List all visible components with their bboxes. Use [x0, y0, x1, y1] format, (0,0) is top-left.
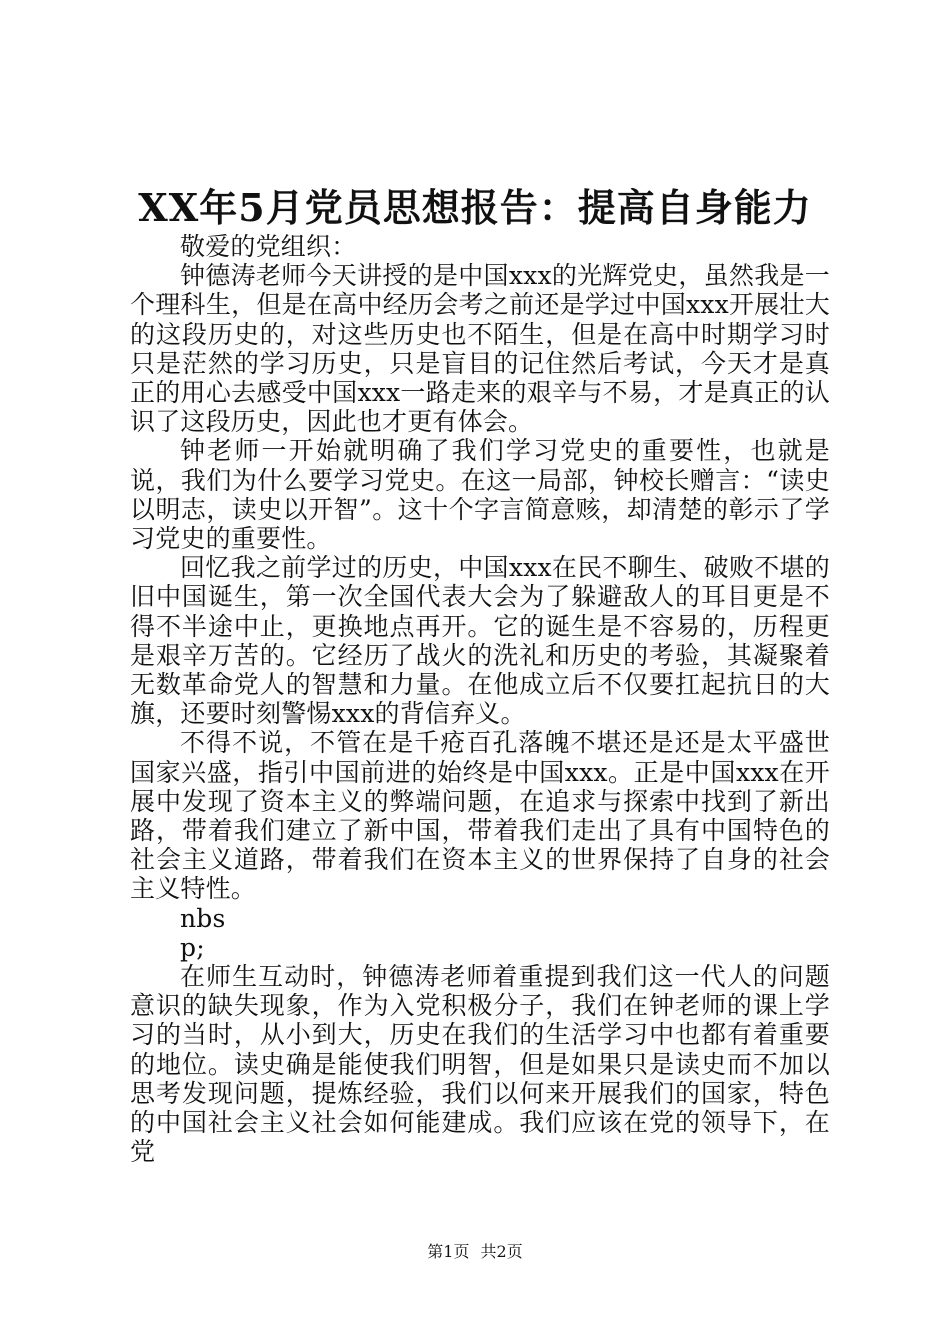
- document-title: XX年5月党员思想报告：提高自身能力: [138, 185, 812, 230]
- text-fragment: nbs: [180, 903, 226, 933]
- salutation: 敬爱的党组织：: [180, 232, 357, 261]
- page-footer: [0, 1240, 950, 1264]
- text-fragment: p;: [180, 932, 205, 962]
- page-total: 共2页: [480, 1242, 523, 1261]
- document-body: [130, 232, 830, 1167]
- paragraph: 钟德涛老师今天讲授的是中国xxx的光辉党史，虽然我是一个理科生，但是在高中经历会考之前还是学过中国xxx开展壮大的这段历史的，对这些历史也不陌生，但是在高中时期学习时只是茫然的学习历史，只是盲目的记住然后考试，今天才是真正的用心去感受中国xxx一路走来的艰辛与不易，才是真正的认识了这段历史，因此也才更有体会。: [130, 261, 830, 437]
- paragraph: 钟老师一开始就明确了我们学习党史的重要性，也就是说，我们为什么要学习党史。在这一局部，钟校长赠言：“读史以明志，读史以开智”。这十个字言简意赅，却清楚的彰示了学习党史的重要性。: [130, 436, 830, 554]
- paragraph: 不得不说，不管在是千疮百孔落魄不堪还是还是太平盛世国家兴盛，指引中国前进的始终是中国xxx。正是中国xxx在开展中发现了资本主义的弊端问题，在追求与探索中找到了新出路，带着我们建立了新中国，带着我们走出了具有中国特色的社会主义道路，带着我们在资本主义的世界保持了自身的社会主义特性。: [130, 728, 830, 904]
- paragraph: 回忆我之前学过的历史，中国xxx在民不聊生、破败不堪的旧中国诞生，第一次全国代表大会为了躲避敌人的耳目更是不得不半途中止，更换地点再开。它的诞生是不容易的，历程更是艰辛万苦的。它经历了战火的洗礼和历史的考验，其凝聚着无数革命党人的智慧和力量。在他成立后不仅要扛起抗日的大旗，还要时刻警惕xxx的背信弃义。: [130, 553, 830, 729]
- page-number: 第1页: [427, 1242, 470, 1261]
- paragraph: 在师生互动时，钟德涛老师着重提到我们这一代人的问题意识的缺失现象，作为入党积极分子，我们在钟老师的课上学习的当时，从小到大，历史在我们的生活学习中也都有着重要的地位。读史确是能使我们明智，但是如果只是读史而不加以思考发现问题，提炼经验，我们以何来开展我们的国家，特色的中国社会主义社会如何能建成。我们应该在党的领导下，在党: [130, 962, 830, 1167]
